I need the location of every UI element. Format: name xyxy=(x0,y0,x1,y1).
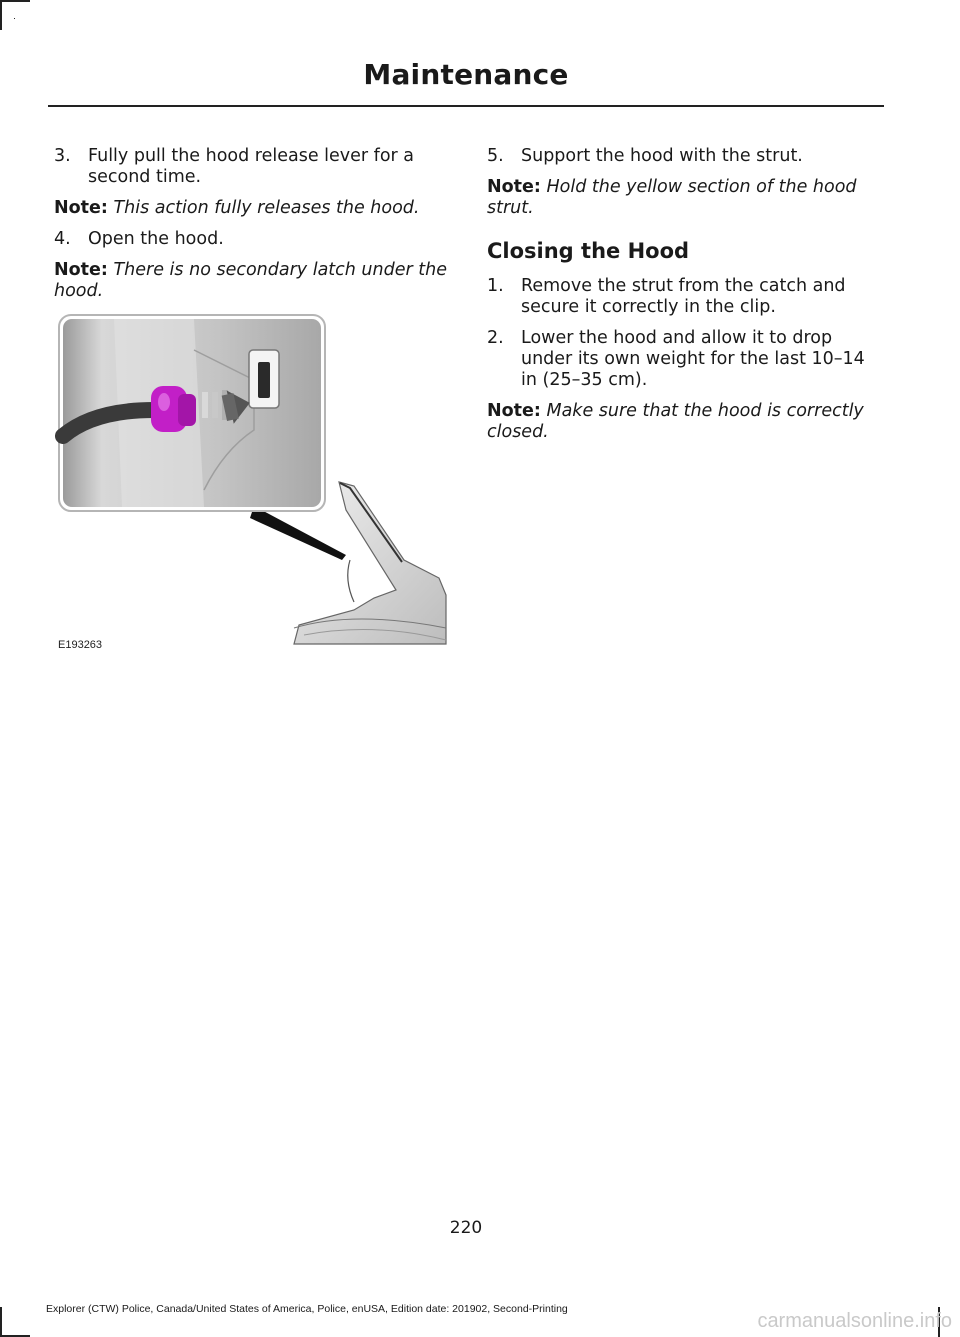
note-strut xyxy=(487,177,882,219)
note-text: There is no secondary latch under the hood. xyxy=(54,260,447,301)
step-text: Support the hood with the strut. xyxy=(521,146,803,166)
step-5 xyxy=(487,146,882,167)
page-number: 220 xyxy=(449,1218,483,1238)
watermark: carmanualsonline.info xyxy=(757,1310,952,1332)
note-text: Hold the yellow section of the hood strut. xyxy=(487,177,857,218)
right-column xyxy=(487,146,882,453)
note-release xyxy=(54,198,449,219)
note-label: Note: xyxy=(54,198,108,218)
crop-mark xyxy=(0,1307,2,1337)
note-closed xyxy=(487,401,882,443)
step-number: 4. xyxy=(54,229,71,249)
crop-mark xyxy=(0,0,2,30)
crop-mark xyxy=(0,0,30,2)
illustration-svg xyxy=(54,310,450,655)
step-text: Remove the strut from the catch and secure it correctly in the clip. xyxy=(521,276,846,317)
note-label: Note: xyxy=(54,260,108,280)
note-latch xyxy=(54,260,449,302)
step-text: Fully pull the hood release lever for a second time. xyxy=(88,146,415,187)
crop-mark xyxy=(14,18,15,19)
section-heading: Closing the Hood xyxy=(487,239,690,263)
step-4 xyxy=(54,229,449,250)
callout-pointer xyxy=(250,506,346,560)
closing-step-1 xyxy=(487,276,882,318)
left-column xyxy=(54,146,449,312)
step-number: 3. xyxy=(54,146,71,166)
step-3 xyxy=(54,146,449,188)
note-text: Make sure that the hood is correctly closed. xyxy=(487,401,864,442)
step-number: 1. xyxy=(487,276,504,296)
closing-step-2 xyxy=(487,328,882,391)
footer-edition: Explorer (CTW) Police, Canada/United States of America, Police, enUSA, Edition date: 201902, Second-Printing xyxy=(46,1303,568,1315)
step-text: Open the hood. xyxy=(88,229,224,249)
release-slot xyxy=(249,350,279,408)
figure-id: E193263 xyxy=(58,639,103,651)
note-label: Note: xyxy=(487,401,541,421)
step-text: Lower the hood and allow it to drop under its own weight for the last 10–14 in (25–35 cm). xyxy=(521,328,865,390)
step-number: 5. xyxy=(487,146,504,166)
hood-release-illustration xyxy=(54,310,450,655)
inset-close-up xyxy=(59,315,325,511)
note-label: Note: xyxy=(487,177,541,197)
note-text: This action fully releases the hood. xyxy=(113,198,420,218)
page-title: Maintenance xyxy=(363,58,569,91)
title-divider xyxy=(48,105,884,107)
step-number: 2. xyxy=(487,328,504,348)
